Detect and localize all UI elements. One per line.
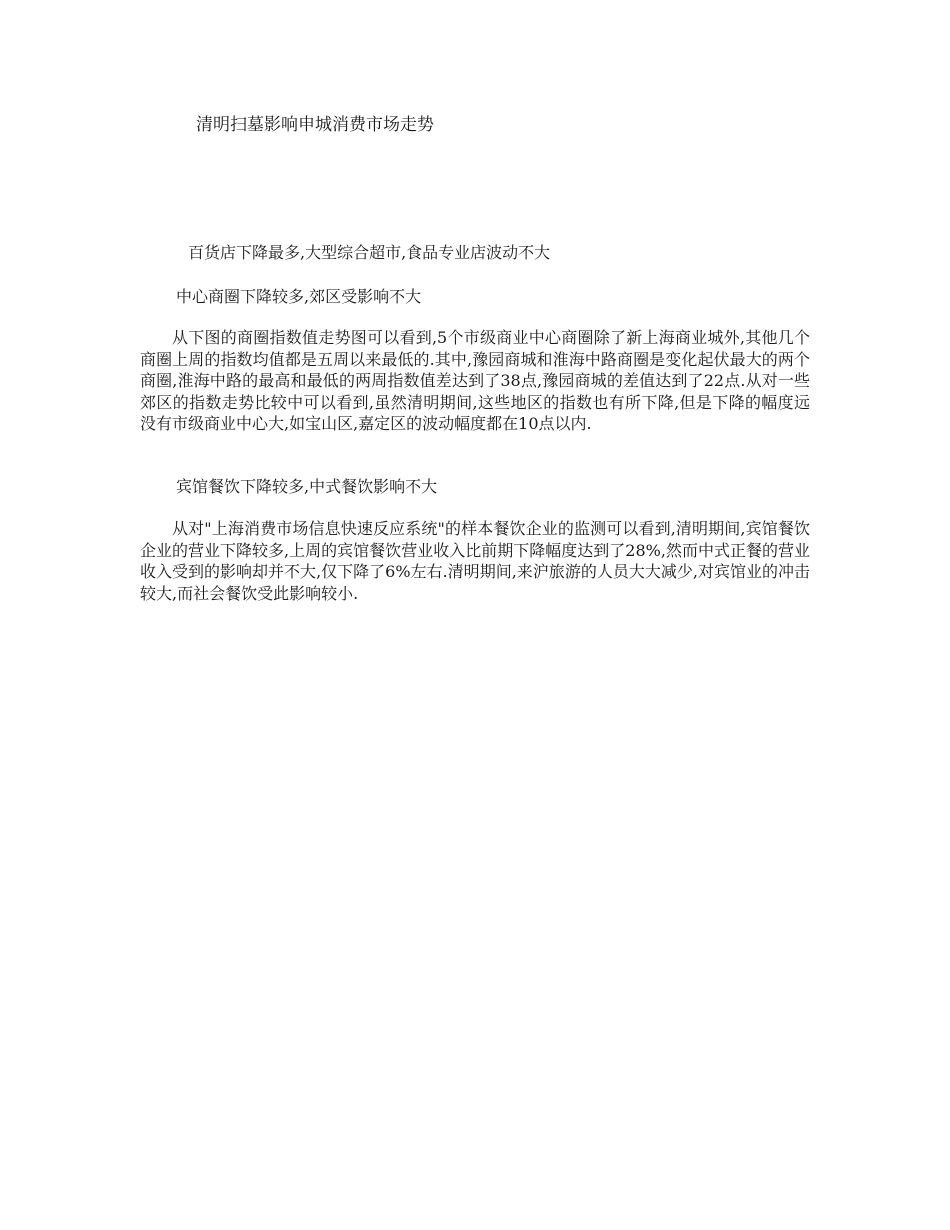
section-heading-district: 中心商圈下降较多,郊区受影响不大 — [176, 287, 422, 306]
paragraph-catering: 从对"上海消费市场信息快速反应系统"的样本餐饮企业的监测可以看到,清明期间,宾馆餐饮企业的营业下降较多,上周的宾馆餐饮营业收入比前期下降幅度达到了28%,然而中式正餐的营业收入受到的影响却并不大,仅下降了6%左右.清明期间,来沪旅游的人员大大减少,对宾馆业的冲击较大,而社会餐饮受此影响较小. — [140, 519, 810, 603]
section-heading-retail: 百货店下降最多,大型综合超市,食品专业店波动不大 — [188, 243, 551, 262]
section-heading-catering: 宾馆餐饮下降较多,中式餐饮影响不大 — [176, 477, 438, 496]
document-title: 清明扫墓影响申城消费市场走势 — [196, 115, 434, 135]
paragraph-district: 从下图的商圈指数值走势图可以看到,5个市级商业中心商圈除了新上海商业城外,其他几个商圈上周的指数均值都是五周以来最低的.其中,豫园商城和淮海中路商圈是变化起伏最大的两个商圈,淮海中路的最高和最低的两周指数值差达到了38点,豫园商城的差值达到了22点.从对一些郊区的指数走势比较中可以看到,虽然清明期间,这些地区的指数也有所下降,但是下降的幅度远没有市级商业中心大,如宝山区,嘉定区的波动幅度都在10点以内. — [140, 328, 810, 433]
